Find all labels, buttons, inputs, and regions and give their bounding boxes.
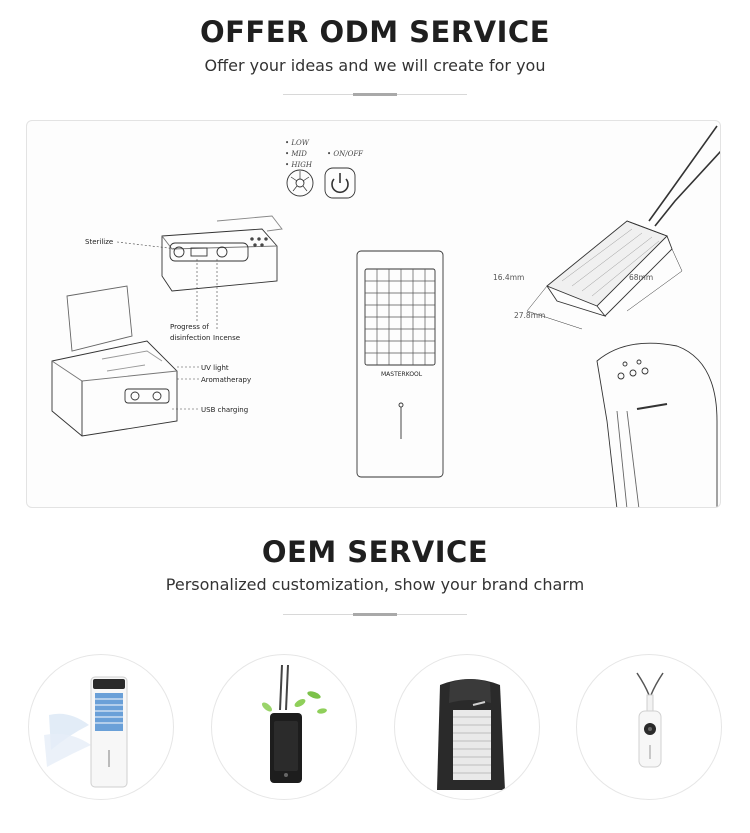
air-purifier-sketch bbox=[597, 343, 717, 508]
label-dim-height: 16.4mm bbox=[493, 273, 525, 282]
label-brand: MASTERKOOL bbox=[381, 371, 423, 378]
neck-fan-sketch bbox=[527, 126, 721, 329]
oem-product-neck-humidifier[interactable] bbox=[576, 654, 722, 800]
label-hand-mid: • MID bbox=[285, 150, 307, 158]
uv-sterilizer-sketch bbox=[52, 286, 177, 436]
odm-divider bbox=[283, 94, 467, 95]
oem-divider bbox=[283, 614, 467, 615]
label-uv-light: UV light bbox=[201, 364, 229, 372]
oem-subtitle: Personalized customization, show your brand charm bbox=[165, 575, 585, 594]
odm-subtitle: Offer your ideas and we will create for you bbox=[204, 56, 546, 75]
air-purifier-image bbox=[395, 655, 540, 800]
label-incense: Incense bbox=[213, 334, 241, 342]
label-hand-onoff: • ON/OFF bbox=[327, 150, 364, 158]
odm-sketch-panel bbox=[26, 120, 721, 508]
oem-product-air-cooler[interactable] bbox=[28, 654, 174, 800]
odm-title: OFFER ODM SERVICE bbox=[199, 15, 551, 49]
control-icons-sketch bbox=[287, 168, 355, 198]
oem-product-air-purifier[interactable] bbox=[394, 654, 540, 800]
odm-sketch-illustration bbox=[27, 121, 721, 508]
label-sterilize: Sterilize bbox=[85, 238, 114, 246]
oem-title: OEM SERVICE bbox=[261, 535, 489, 569]
label-disinfection: disinfection bbox=[170, 334, 211, 342]
label-dim-width: 27.8mm bbox=[514, 311, 546, 320]
oem-product-neck-fan[interactable] bbox=[211, 654, 357, 800]
neck-fan-image bbox=[212, 655, 357, 800]
air-cooler-sketch bbox=[357, 251, 443, 477]
label-hand-low: • LOW bbox=[285, 139, 309, 147]
label-dim-length: 68mm bbox=[629, 273, 654, 282]
label-hand-high: • HIGH bbox=[285, 161, 312, 169]
sterilizer-top-sketch bbox=[162, 216, 282, 291]
air-cooler-image bbox=[29, 655, 174, 800]
label-usb-charging: USB charging bbox=[201, 406, 249, 414]
neck-humidifier-image bbox=[577, 655, 722, 800]
label-aromatherapy: Aromatherapy bbox=[201, 376, 252, 384]
label-progress: Progress of bbox=[170, 323, 209, 331]
